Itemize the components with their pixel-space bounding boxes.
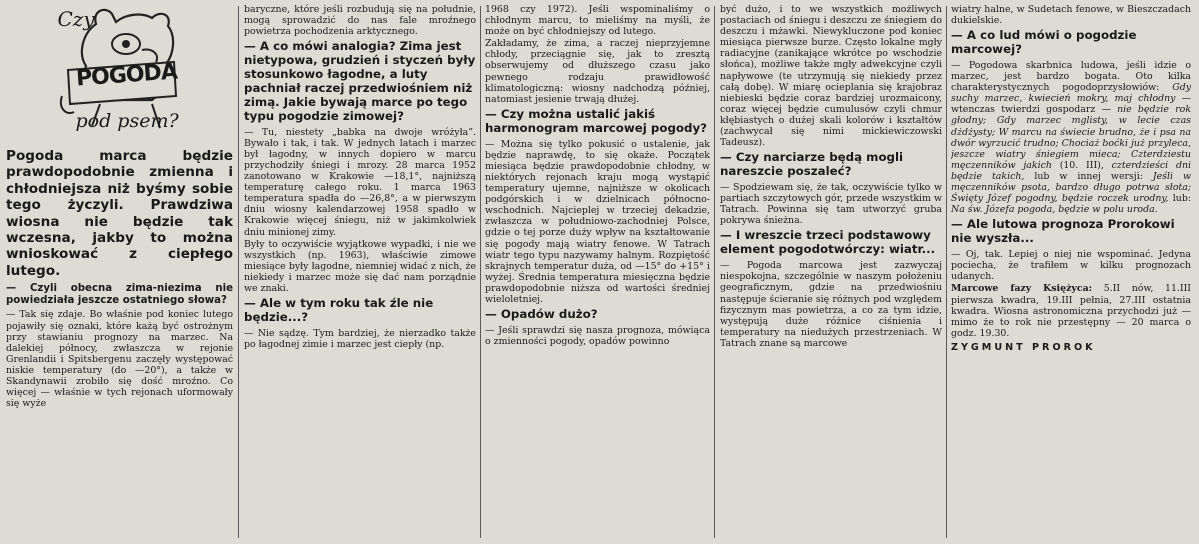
moon-phases-heading: Marcowe fazy Księżyca: <box>951 283 1093 295</box>
question-1: — Czyli obecna zima-niezima nie powiedziała jeszcze ostatniego słowa? <box>6 283 233 306</box>
question-this-year: — Ale w tym roku tak źle nie będzie...? <box>244 296 434 325</box>
question-folk-sayings: — A co lud mówi o pogodzie marcowej? <box>951 28 1137 57</box>
paragraph: 1968 czy 1972). Jeśli wspominaliśmy o chłodnym marcu, to mieliśmy na myśli, że może on być chłodniejszy od lutego. <box>485 4 710 38</box>
answer-1: — Tak się zdaje. Bo właśnie pod koniec lutego pojawiły się oznaki, które każą być ostrożnym przy stawianiu prognozy na marzec. Na dalekiej północy, zwłaszcza w rejonie Grenlandii i Spitsbergenu zaczęły występować niskie temperatury (do —20°), a także w Skandynawii zrobiło się dość mroźno. Co więcej — właśnie w tych rejonach uformowały się wyże <box>6 309 233 410</box>
text-run: (10. III), <box>1059 159 1104 171</box>
question-skiers: — Czy narciarze będą mogli nareszcie poszaleć? <box>720 150 904 179</box>
paragraph: — Jeśli sprawdzi się nasza prognoza, mówiąca o zmienności pogody, opadów powinno <box>485 324 710 348</box>
saying-italic: Na św. Józefa pogoda, będzie w polu uroda. <box>951 204 1158 216</box>
saying-italic: czterdzieści dni będzie takich, <box>951 159 1191 182</box>
saying-italic: Gdy suchy marzec, kwiecień mokry, maj chłodny <box>951 82 1191 105</box>
lead-paragraph: Pogoda marca będzie prawdopodobnie zmienna i chłodniejsza niż byśmy sobie tego życzyli. Prawdziwa wiosna nie będzie tak wczesna, jakby to można wnioskować z ciepłego lutego. <box>6 148 233 279</box>
logo-words-pod-psem: pod psem? <box>75 110 179 132</box>
question-analogy: — A co mówi analogia? Zima jest nietypowa, grudzień i styczeń były stosunkowo łagodne, a luty pachniał raczej przedwiośniem niż zimą. Jakie bywają marce po tego typu pogodzie zimowej? <box>244 39 476 123</box>
paragraph: baryczne, które jeśli rozbudują się na południe, mogą sprowadzić do nas fale mroźnego powietrza pochodzenia arktycznego. <box>244 4 476 38</box>
column-divider <box>714 6 715 538</box>
column-3 <box>485 4 710 540</box>
paragraph: być dużo, i to we wszystkich możliwych postaciach od śniegu i deszczu ze śniegiem do deszczu i mżawki. Niewykluczone pod koniec miesiąca pierwsze burze. Często lokalne mgły radiacyjne (zanikające wkrótce po wschodzie słońca), możliwe także mgły adwekcyjne czyli napływowe (te utrzymują się niekiedy przez całą dobę). W miarę ocieplania się krajobraz niebieski będzie coraz bardziej urozmaicony, coraz więcej będzie cumulusów czyli chmur kłębiastych o dużej skali kolorów i kształtów (zachwycał się nimi mickiewiczowski Tadeusz). <box>720 4 942 149</box>
question-harmonogram: — Czy można ustalić jakiś harmonogram marcowej pogody? <box>485 106 707 135</box>
logo-word-pogoda: POGODA <box>74 59 178 92</box>
czy-pogoda-pod-psem-logo <box>56 4 184 144</box>
paragraph: Zakładamy, że zima, a raczej nieprzyjemne chłody, przeciągnie się, jak to zresztą obserwujemy od dłuższego czasu jako pewnego rodzaju prawidłowość klimatologiczną: wiosny nadchodzą później, natomiast jesienie trwają dłużej. <box>485 38 710 105</box>
column-4 <box>720 4 942 540</box>
saying-italic: — nie będzie rok głodny; Gdy marzec mglisty, w lecie czas dżdżysty; W marcu na świecie brudno, że i psa na dwór wyrzucić trudno; Chociaż boćki już przyleca, jeszcze wiatry śniegiem mieca; Czterdziestu męczenników jakich <box>951 104 1191 171</box>
column-2 <box>244 4 476 540</box>
column-divider <box>480 6 481 538</box>
folk-sayings-paragraph <box>951 60 1191 215</box>
column-divider <box>238 6 239 538</box>
text-run: — wtenczas twierdzi gospodarz <box>951 93 1191 116</box>
text-run: — Pogodowa skarbnica ludowa, jeśli idzie o marzec, jest bardzo bogata. Oto kilka charakterystycznych pogodoprzysłowiów: <box>951 60 1191 94</box>
logo-word-czy: Czy <box>57 7 95 31</box>
question-precipitation: — Opadów dużo? <box>485 307 598 322</box>
question-february-forecast: — Ale lutowa prognoza Prorokowi nie wyszła... <box>951 217 1175 246</box>
paragraph: — Oj, tak. Lepiej o niej nie wspominać. Jedyna pociecha, że trafiłem w kilku prognozach udanych. <box>951 249 1191 283</box>
moon-phases-paragraph <box>951 283 1191 338</box>
column-5 <box>951 4 1191 540</box>
text-run: lub w innej wersji: <box>1034 170 1143 182</box>
paragraph: — Spodziewam się, że tak, oczywiście tylko w partiach szczytowych gór, przede wszystkim w Tatrach. Powinna się tam utworzyć gruba pokrywa śnieżna. <box>720 182 942 227</box>
paragraph: — Nie sądzę. Tym bardziej, że nierzadko także po łagodnej zimie i marzec jest ciepły (np. <box>244 327 476 351</box>
paragraph: Były to oczywiście wyjątkowe wypadki, i nie we wszystkich (np. 1963), właściwie zimowe miesiące były łagodne, niemniej widać z nich, że niekiedy i marzec może się dać nam porządnie we znaki. <box>244 238 476 295</box>
saying-italic: Jeśli w męczenników psota, bardzo długo potrwa słota; Święty Józef pogodny, będzie roczek urodny, <box>951 170 1191 205</box>
question-wind: — I wreszcie trzeci podstawowy element pogodotwórczy: wiatr... <box>720 228 936 257</box>
text-run: lub: <box>1172 193 1191 205</box>
column-divider <box>946 6 947 538</box>
paragraph: — Pogoda marcowa jest zazwyczaj niespokojna, szczególnie w naszym położeniu geograficznym, gdzie na przedwiośniu następuje ścieranie się różnych pod względem fizycznym mas powietrza, a co za tym idzie, występują duże różnice ciśnienia i temperatury na niedużych przestrzeniach. W Tatrach znane są marcowe <box>720 260 942 349</box>
paragraph: wiatry halne, w Sudetach fenowe, w Bieszczadach dukielskie. <box>951 4 1191 27</box>
author-signature: ZYGMUNT PROROK <box>951 341 1096 353</box>
column-1 <box>6 4 233 540</box>
paragraph: — Tu, niestety „babka na dwoje wróżyła”. Bywało i tak, i tak. W jednych latach i marzec był łagodny, w innych dopiero w marcu przychodziły śniegi i mrozy. 28 marca 1952 zanotowano w Krakowie —18,1°, najniższą temperaturę całego roku. 1 marca 1963 temperatura spadła do —26,8°, a w pierwszym dniu wiosny kalendarzowej 1958 spadło w Krakowie więcej śniegu, niż w jakimkolwiek dniu minionej zimy. <box>244 126 476 238</box>
moon-phases-text: 5.II nów, 11.III pierwsza kwadra, 19.III pełnia, 27.III ostatnia kwadra. Wiosna astronomiczna przychodzi już — mimo że to rok nie przestępny — 20 marca o godz. 19.30. <box>951 283 1191 339</box>
paragraph: — Można się tylko pokusić o ustalenie, jak będzie naprawdę, to się okaże. Początek miesiąca będzie prawdopodobnie chłodny, w niektórych rejonach kraju mogą wystąpić temperatury ujemne, najniższe w okolicach podgórskich i w dzielnicach północno-wschodnich. Najcieplej w trzeciej dekadzie, zwłaszcza w południowo-zachodniej Polsce, gdzie o tej porze duży wpływ na kształtowanie się pogody mają wiatry fenowe. W Tatrach wiatr tego typu nazywamy halnym. Rozpiętość skrajnych temperatur duża, od —15° do +15° i wyżej. Średnia temperatura miesięczna będzie prawdopodobnie niższa od wartości średniej wieloletniej. <box>485 138 710 305</box>
